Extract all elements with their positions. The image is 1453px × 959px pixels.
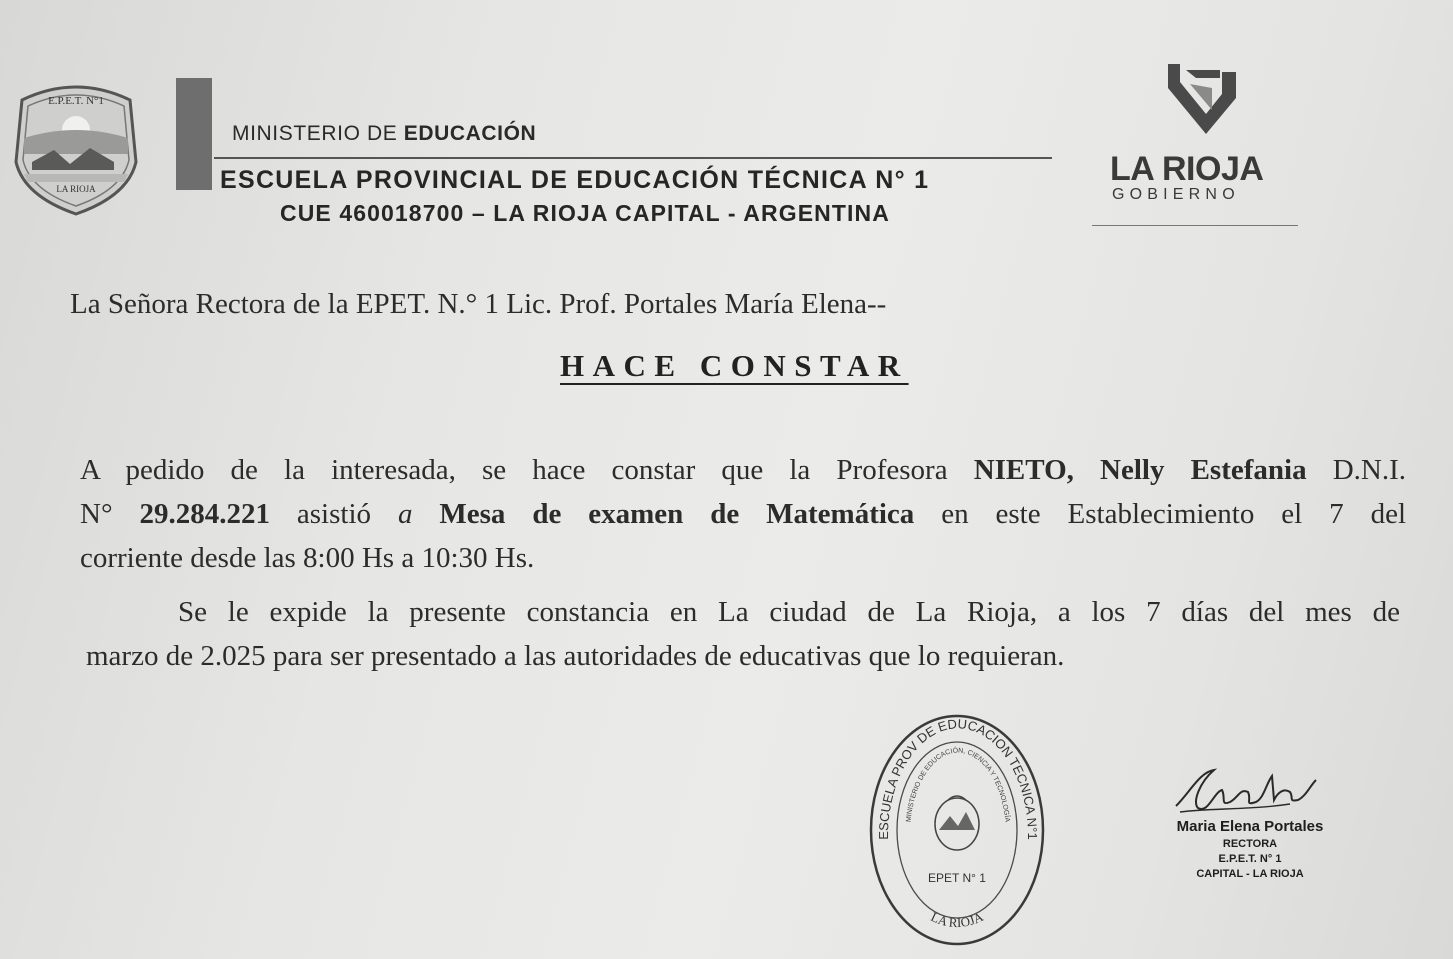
ministry-prefix: MINISTERIO DE (232, 122, 404, 145)
stamp-bottom-text: LA RIOJA (928, 908, 986, 931)
svg-text:MINISTERIO DE EDUCACIÓN, CIENC (906, 745, 1012, 822)
document-title: HACE CONSTAR (560, 348, 909, 383)
stamp-center-label: EPET N° 1 (928, 871, 986, 885)
government-logo-icon (1160, 58, 1240, 138)
attendance-paragraph (80, 448, 1406, 580)
header-accent-bar (176, 78, 212, 190)
school-name: ESCUELA PROVINCIAL DE EDUCACIÓN TÉCNICA N° 1 (220, 166, 930, 194)
text-fragment: A pedido de la interesada, se hace constar que la Profesora (80, 454, 974, 486)
signatory-name: Maria Elena Portales (1176, 818, 1324, 835)
intro-line: La Señora Rectora de la EPET. N.° 1 Lic. Prof. Portales María Elena-- (70, 288, 887, 320)
text-fragment: en este Establecimiento el 7 del (914, 498, 1406, 530)
coat-of-arms-icon (935, 798, 979, 850)
text-fragment (412, 498, 439, 530)
ministry-bold: EDUCACIÓN (403, 122, 537, 145)
signatory-role: RECTORA (1222, 838, 1278, 850)
ministry-heading (232, 122, 536, 146)
government-name: LA RIOJA (1110, 150, 1264, 188)
government-subtitle: GOBIERNO (1112, 186, 1240, 203)
text-fragment: asistió (269, 498, 398, 530)
text-fragment: N° (80, 498, 140, 530)
paragraph-line: marzo de 2.025 para ser presentado a las autoridades de educativas que lo requieran. (86, 640, 1065, 672)
handwritten-signature (1170, 762, 1320, 820)
government-divider (1092, 225, 1298, 226)
svg-text:E.P.E.T. N°1: E.P.E.T. N°1 (48, 95, 104, 107)
svg-text:LA RIOJA: LA RIOJA (56, 184, 96, 194)
signatory-school: E.P.E.T. N° 1 (1218, 853, 1282, 865)
svg-text:LA RIOJA (929, 909, 986, 930)
issuance-paragraph (86, 590, 1400, 678)
text-fragment-italic: a (397, 498, 413, 530)
paragraph-line (80, 448, 1406, 492)
stamp-inner-text: MINISTERIO DE EDUCACIÓN, CIENCIA Y TECNOLOGÍA (905, 747, 1011, 823)
header-divider (214, 157, 1052, 159)
stamp-outer-text: ESCUELA PROV DE EDUCACION TECNICA N°1 (875, 716, 1041, 840)
svg-text:ESCUELA PROV DE EDUCACION TECN (876, 716, 1040, 840)
dni-number: 29.284.221 (139, 498, 270, 530)
school-crest-logo (10, 78, 142, 218)
paragraph-line: corriente desde las 8:00 Hs a 10:30 Hs. (80, 542, 535, 574)
school-cue-line: CUE 460018700 – LA RIOJA CAPITAL - ARGENTINA (280, 200, 890, 226)
paragraph-line (80, 492, 1406, 536)
text-fragment: D.N.I. (1306, 454, 1406, 486)
paragraph-line: Se le expide la presente constancia en La ciudad de La Rioja, a los 7 días del mes de (178, 596, 1400, 628)
exam-name: Mesa de examen de Matemática (439, 498, 915, 530)
teacher-name: NIETO, Nelly Estefania (973, 454, 1307, 486)
school-stamp (868, 712, 1046, 948)
signatory-city: CAPITAL - LA RIOJA (1196, 868, 1304, 880)
